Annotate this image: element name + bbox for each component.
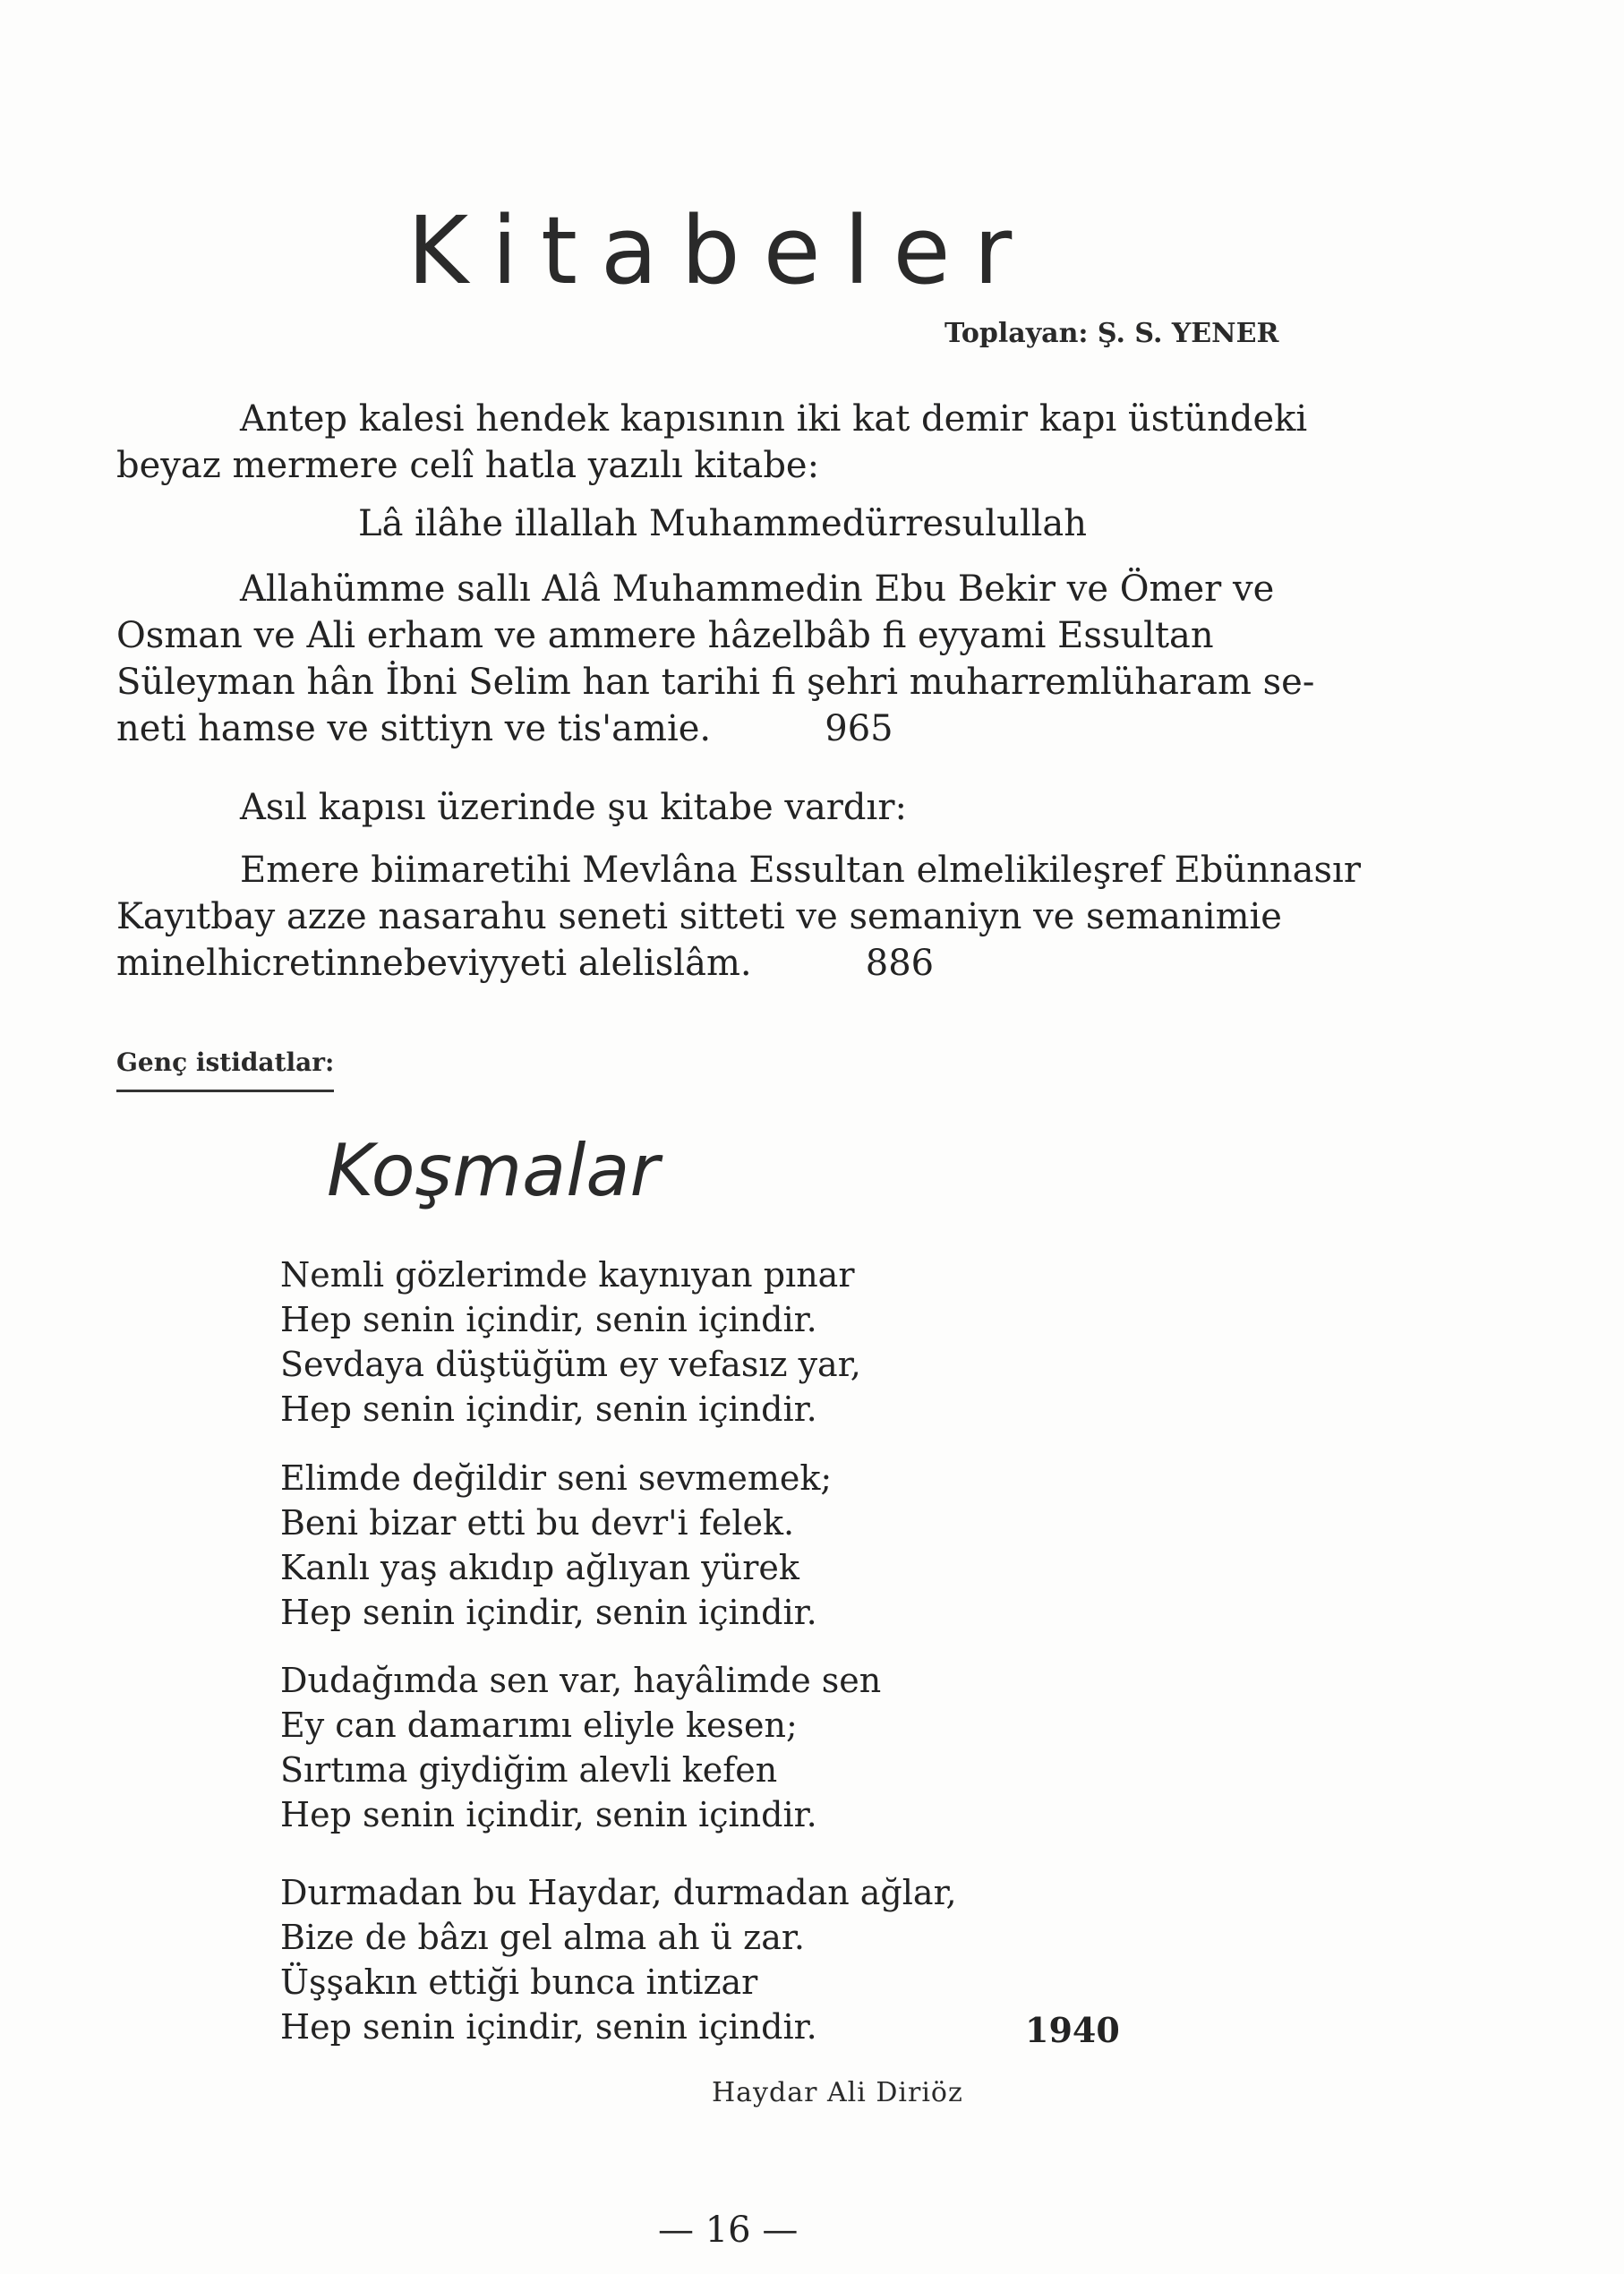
inscription1-intro-line-1: Antep kalesi hendek kapısının iki kat demir kapı üstündeki	[240, 398, 1308, 440]
verse-line: Hep senin içindir, senin içindir.	[280, 1795, 817, 1834]
verse-line: Hep senin içindir, senin içindir.	[280, 1300, 817, 1339]
verse-line: Elimde değildir seni sevmemek;	[280, 1458, 833, 1498]
verse-line: Durmadan bu Haydar, durmadan ağlar,	[280, 1873, 957, 1912]
inscription2-text-line-3: minelhicretinnebeviyyeti alelislâm. 886	[116, 943, 935, 984]
verse-line: Hep senin içindir, senin içindir.	[280, 1389, 817, 1429]
verse-line: Beni bizar etti bu devr'i felek.	[280, 1503, 795, 1543]
inscription2-text-line-2: Kayıtbay azze nasarahu seneti sitteti ve semaniyn ve semanimie	[116, 896, 1282, 937]
verse-line: Hep senin içindir, senin içindir.	[280, 1593, 817, 1632]
poem-year: 1940	[1025, 2010, 1120, 2050]
collector-credit: Toplayan: Ş. S. YENER	[944, 318, 1279, 349]
verse-line: Sırtıma giydiğim alevli kefen	[280, 1750, 778, 1790]
verse-line: Kanlı yaş akıdıp ağlıyan yürek	[280, 1548, 799, 1587]
inscription2-text-line-1: Emere biimaretihi Mevlâna Essultan elmelikileşref Ebünnasır	[240, 850, 1361, 891]
verse-line: Üşşakın ettiği bunca intizar	[280, 1962, 758, 2002]
inscription1-text-line-2: Allahümme sallı Alâ Muhammedin Ebu Bekir ve Ömer ve	[240, 568, 1275, 610]
verse-line: Bize de bâzı gel alma ah ü zar.	[280, 1918, 805, 1957]
verse-line: Ey can damarımı eliyle kesen;	[280, 1706, 798, 1745]
page-number: — 16 —	[658, 2210, 799, 2251]
verse-line: Sevdaya düştüğüm ey vefasız yar,	[280, 1345, 861, 1384]
inscription1-text-line-1: Lâ ilâhe illallah Muhammedürresulullah	[358, 503, 1088, 544]
article-title: Kitabeler	[407, 196, 1036, 305]
inscription1-text-line-3: Osman ve Ali erham ve ammere hâzelbâb fi eyyami Essultan	[116, 615, 1214, 656]
inscription1-text-line-5: neti hamse ve sittiyn ve tis'amie. 965	[116, 708, 893, 749]
verse-line: Dudağımda sen var, hayâlimde sen	[280, 1661, 882, 1700]
inscription1-intro-line-2: beyaz mermere celî hatla yazılı kitabe:	[116, 445, 820, 486]
inscription1-text-line-4: Süleyman hân İbni Selim han tarihi fi şehri muharremlüharam se-	[116, 662, 1315, 703]
poem-author: Haydar Ali Diriöz	[712, 2077, 963, 2108]
verse-line: Hep senin içindir, senin içindir.	[280, 2007, 817, 2047]
poem-title: Koşmalar	[327, 1129, 660, 1212]
inscription2-intro: Asıl kapısı üzerinde şu kitabe vardır:	[240, 787, 907, 828]
section-label: Genç istidatlar:	[116, 1047, 334, 1092]
verse-line: Nemli gözlerimde kaynıyan pınar	[280, 1255, 855, 1295]
